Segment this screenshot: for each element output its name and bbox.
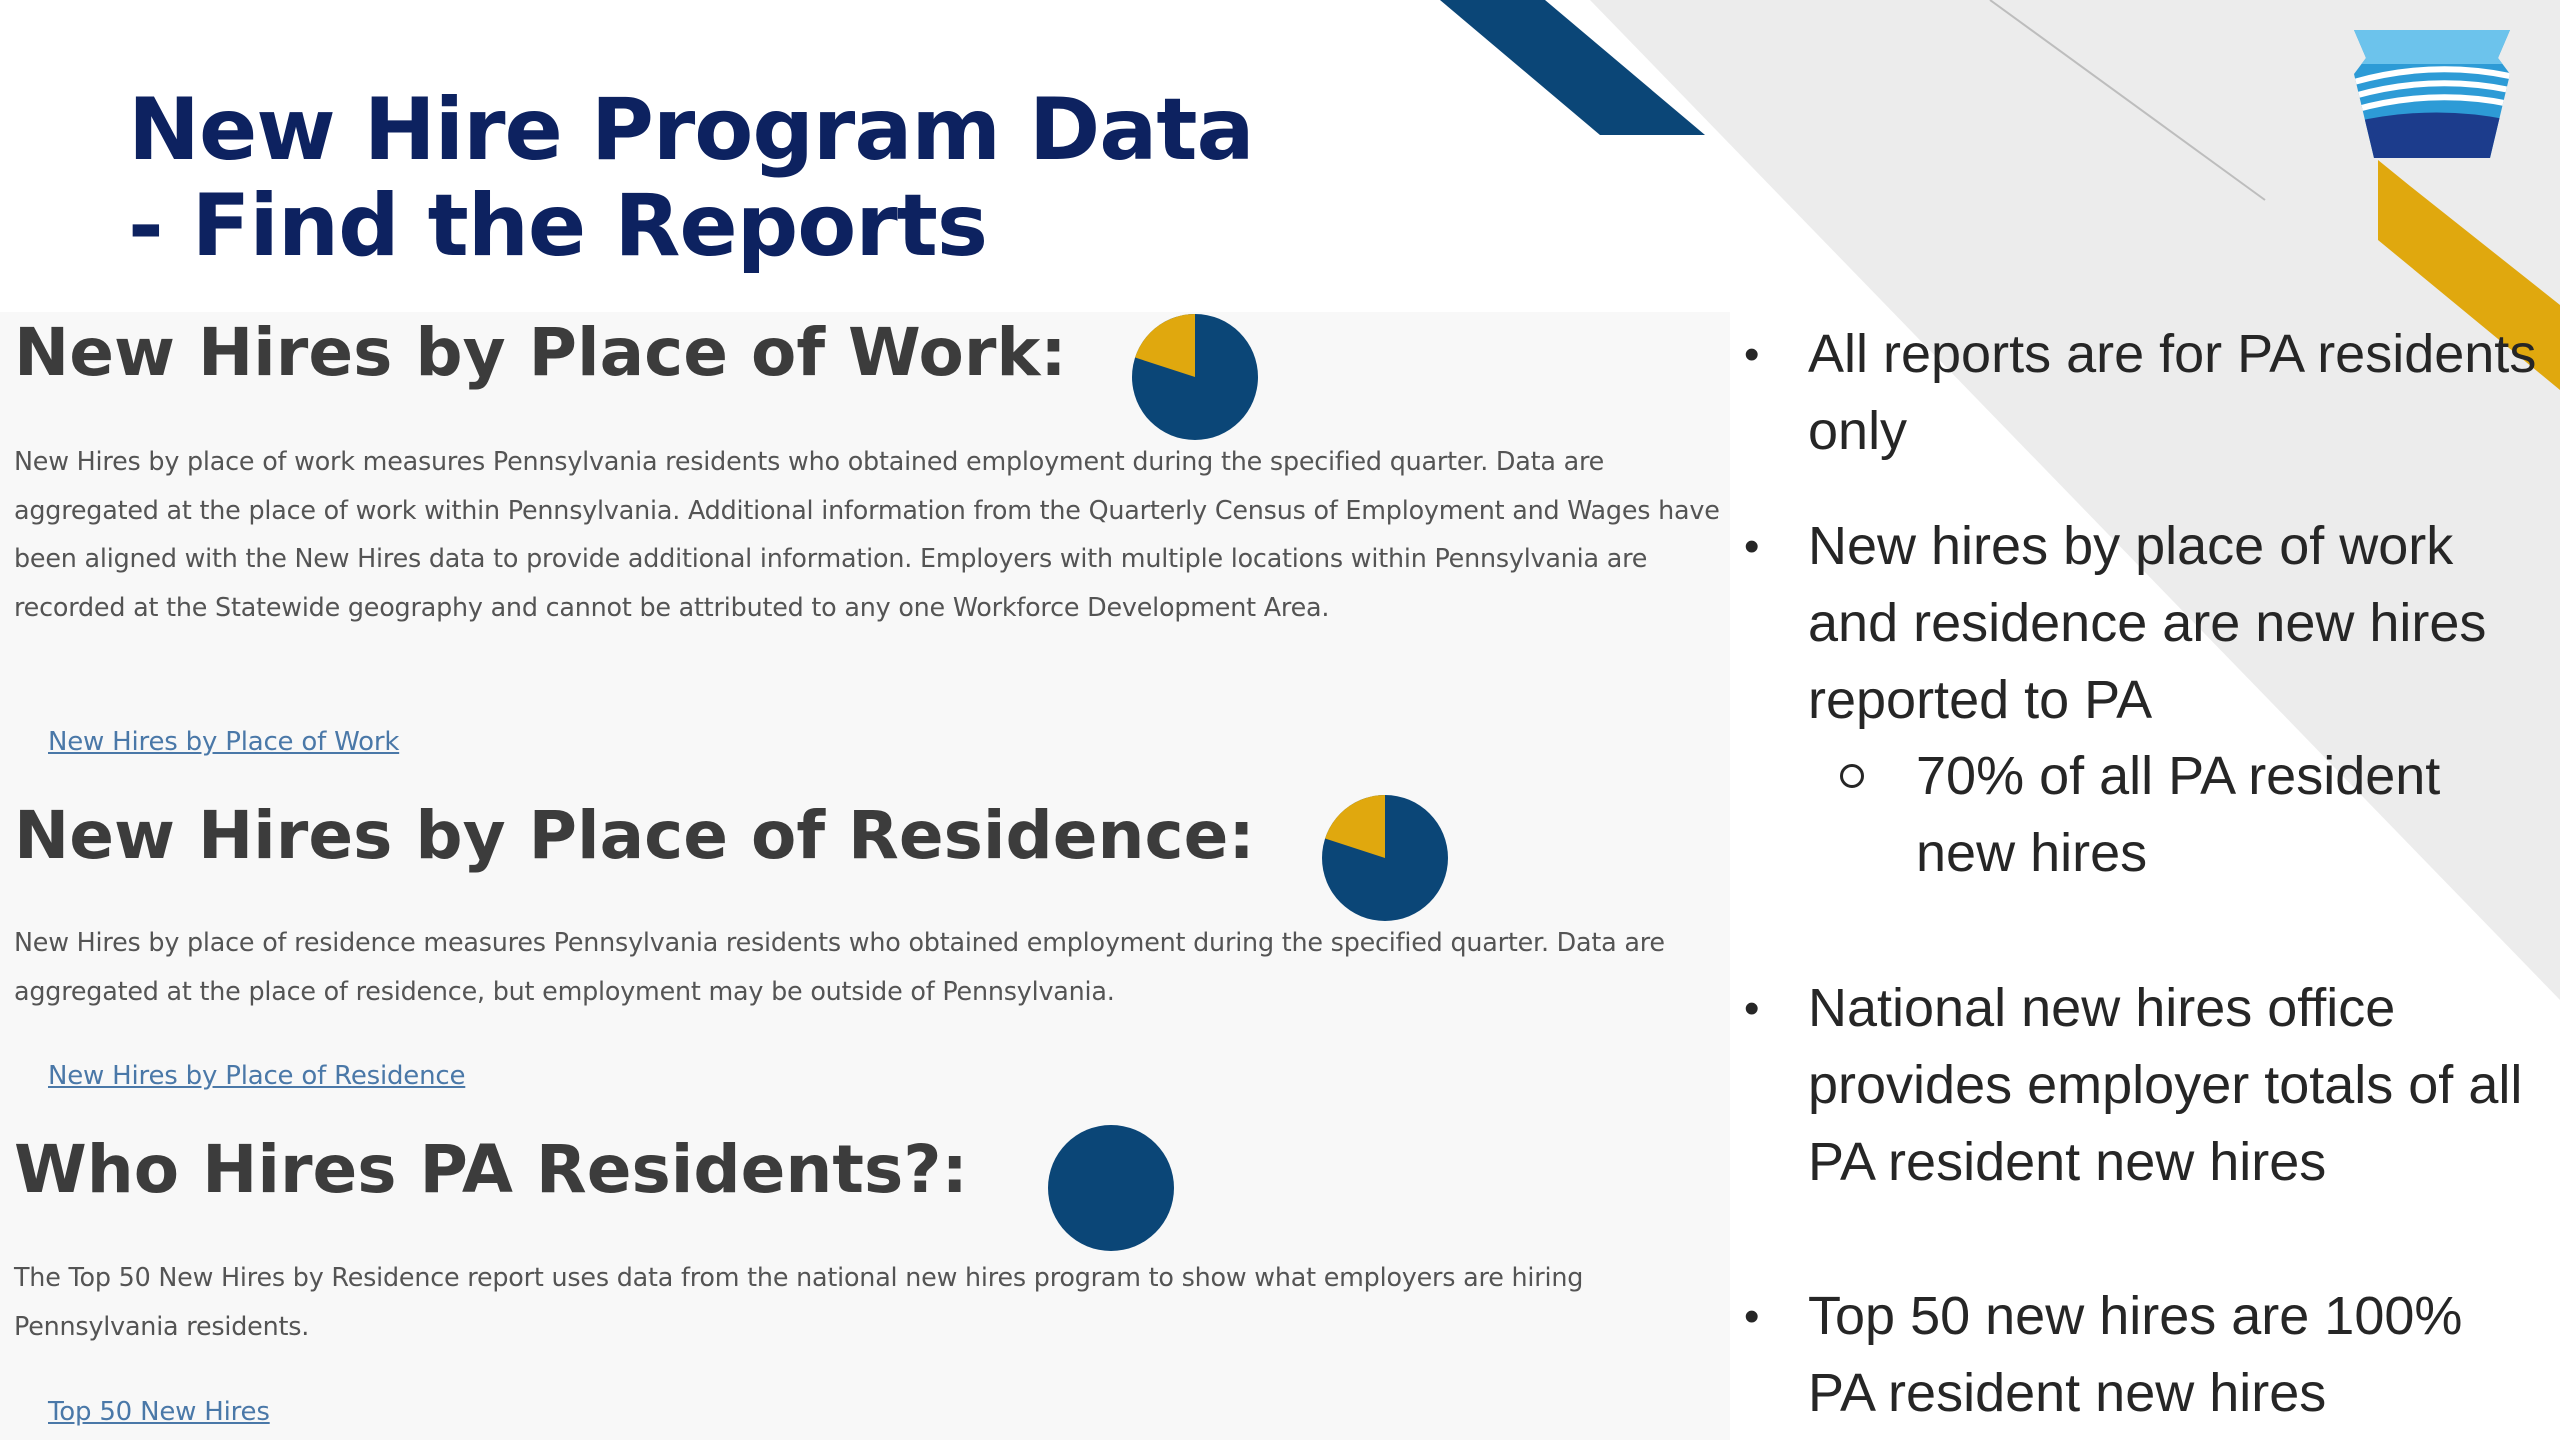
pie-icon-place-of-work bbox=[1130, 312, 1260, 442]
keystone-logo bbox=[2354, 30, 2510, 158]
pie-icon-place-of-residence bbox=[1320, 793, 1450, 923]
bullet-item: • Top 50 new hires are 100% PA resident new hires bbox=[1740, 1278, 2540, 1432]
bullet-item: • All reports are for PA residents only bbox=[1740, 316, 2540, 470]
section-description-place-of-work: New Hires by place of work measures Pennsylvania residents who obtained employment during the specified quarter. Data are aggregated at the place of work within Pennsylvania. Additional information from the Quarterly Census of Employment and Wages have been aligned with the New Hires data to provide additional information. Employers with multiple locations within Pennsylvania are recorded at the Statewide geography and cannot be attributed to any one Workforce Development Area. bbox=[14, 446, 1720, 623]
link-top-50-new-hires[interactable]: Top 50 New Hires bbox=[48, 1397, 270, 1427]
pie-icon-who-hires bbox=[1046, 1123, 1176, 1253]
bullet-dot: • bbox=[1744, 984, 1760, 1033]
bullet-dot: • bbox=[1744, 1292, 1760, 1341]
section-heading-place-of-residence: New Hires by Place of Residence: bbox=[14, 797, 1255, 874]
section-heading-place-of-work: New Hires by Place of Work: bbox=[14, 314, 1067, 391]
sub-bullet-circle bbox=[1840, 764, 1864, 788]
bullet-dot: • bbox=[1744, 330, 1760, 379]
section-description-who-hires: The Top 50 New Hires by Residence report uses data from the national new hires program to show what employers are hiring Pennsylvania residents. bbox=[14, 1262, 1584, 1341]
link-new-hires-by-place-of-residence[interactable]: New Hires by Place of Residence bbox=[48, 1061, 466, 1091]
bullet-dot: • bbox=[1744, 522, 1760, 571]
slide-title-line-1: New Hire Program Data bbox=[128, 80, 1254, 180]
section-heading-who-hires: Who Hires PA Residents?: bbox=[14, 1131, 968, 1208]
bullet-item: • National new hires office provides employer totals of all PA resident new hires bbox=[1740, 970, 2540, 1201]
link-new-hires-by-place-of-work[interactable]: New Hires by Place of Work bbox=[48, 727, 400, 757]
bullet-item: • New hires by place of work and residence are new hires reported to PA bbox=[1740, 508, 2540, 739]
slide-title bbox=[128, 82, 1253, 274]
sub-bullet-item: 70% of all PA resident new hires bbox=[1840, 738, 2540, 892]
slide-title-line-2: - Find the Reports bbox=[128, 176, 988, 276]
section-description-place-of-residence: New Hires by place of residence measures Pennsylvania residents who obtained employment during the specified quarter. Data are aggregated at the place of residence, but employment may be outside of Pennsylvania. bbox=[14, 927, 1665, 1006]
